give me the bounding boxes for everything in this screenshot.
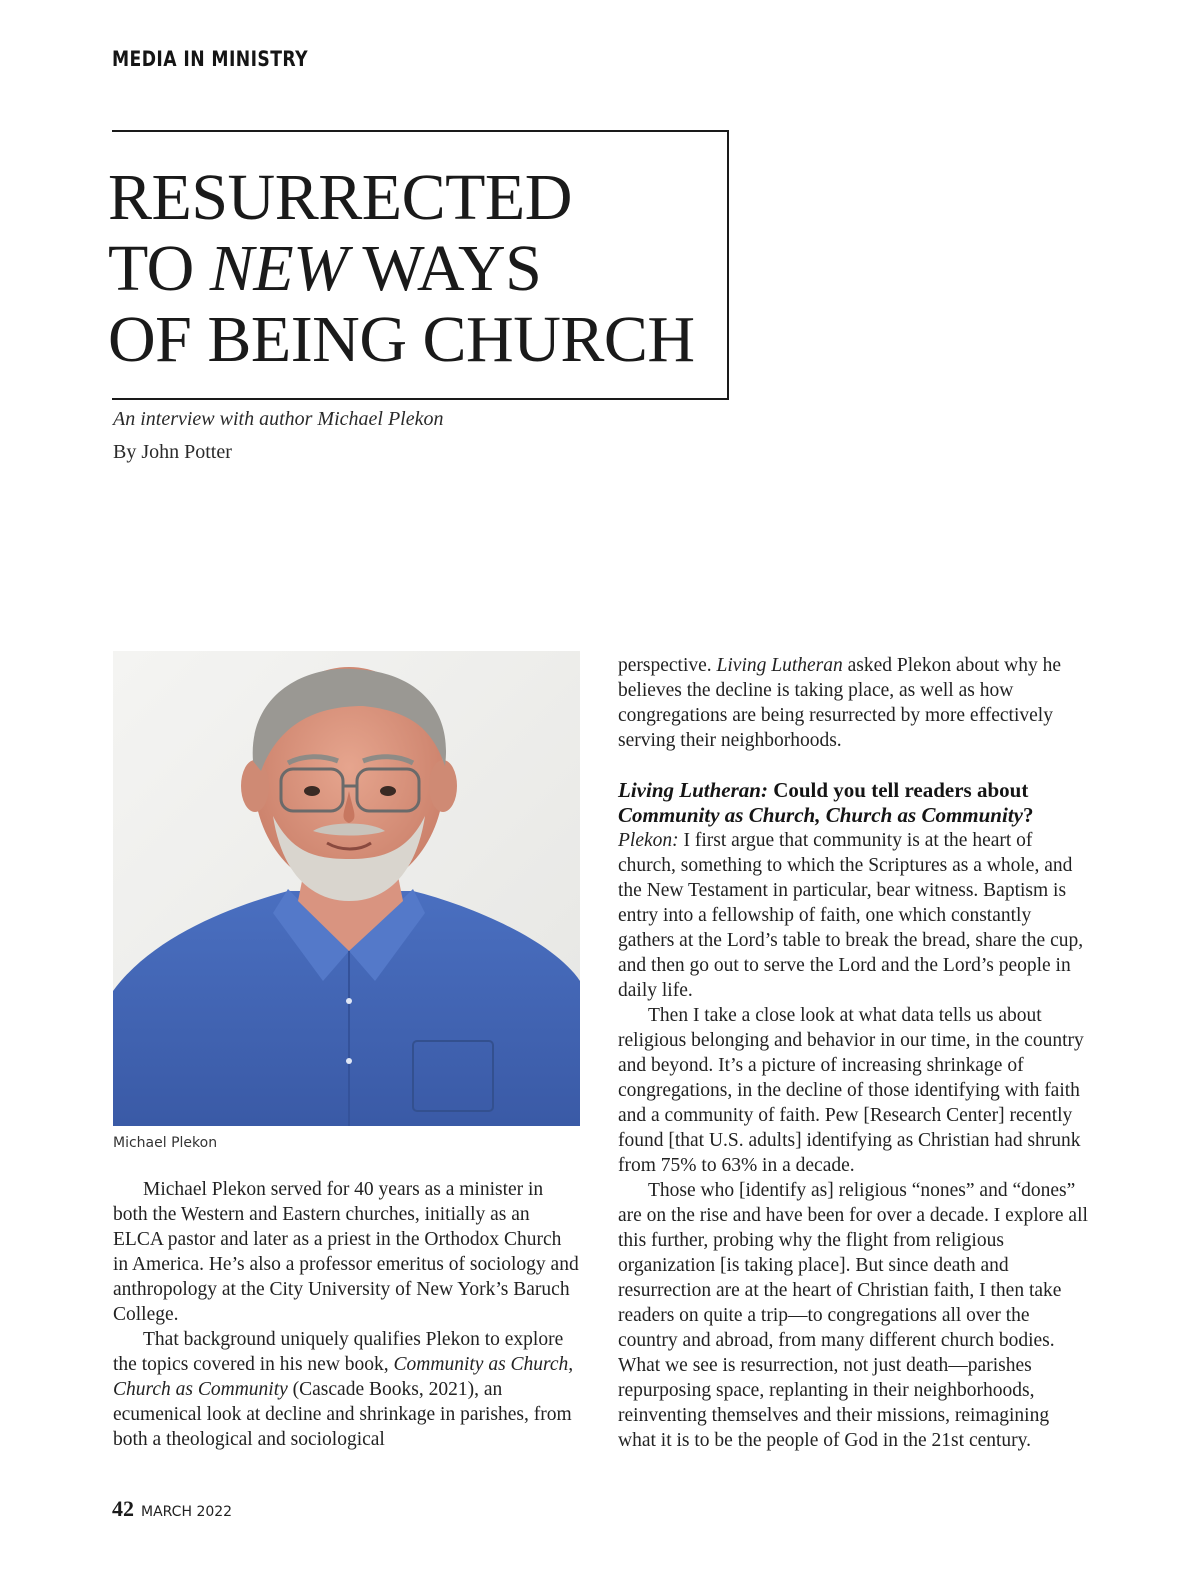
answer-paragraph: Plekon: I first argue that community is at the heart of church, something to which the Scriptures as a whole, and the New Testament in particular, bear witness. Baptism is entry into a fellowship of faith, one which constantly gathers at the Lord’s table to break the bread, share the cup, and then go out to serve the Lord and the Lord’s people in daily life.: [618, 830, 1084, 1001]
publication-name: Living Lutheran: [716, 655, 843, 676]
photo-caption: Michael Plekon: [113, 1135, 218, 1151]
paragraph: Michael Plekon served for 40 years as a minister in both the Western and Eastern churches, initially as an ELCA pastor and later as a priest in the Orthodox Church in America. He’s also a professor emeritus of sociology and anthropology at the City University of New York’s Baruch College.: [113, 1179, 579, 1325]
answer-paragraph: Those who [identify as] religious “nones” and “dones” are on the rise and have been for over a decade. I explore all this further, probing why the flight from religious organization [is taking place]. But since death and resurrection are at the heart of Christian faith, I then take readers on quite a trip—to congregations all over the country and abroad, from many different church bodies. What we see is resurrection, not just death—parishes repurposing space, replanting in their neighborhoods, reinventing themselves and their missions, reimagining what it is to be the people of God in the 21st century.: [618, 1180, 1088, 1451]
dek: An interview with author Michael Plekon: [113, 408, 444, 430]
section-label: MEDIA IN MINISTRY: [112, 47, 309, 71]
page-number: 42: [112, 1496, 134, 1521]
headline-line-2: TO NEW WAYS: [108, 232, 542, 305]
answer-paragraph: Then I take a close look at what data tells us about religious belonging and behavior in our time, in the country and beyond. It’s a picture of increasing shrinkage of congregations, in the decline of those identifying with faith and a community of faith. Pew [Research Center] recently found [that U.S. adults] identifying as Christian had shrunk from 75% to 63% in a decade.: [618, 1005, 1084, 1176]
headline-line-1: RESURRECTED: [108, 161, 572, 234]
headline: [108, 162, 695, 375]
article-column-left: [113, 1177, 581, 1452]
speaker-label: Plekon:: [618, 830, 679, 851]
paragraph: That background uniquely qualifies Plekon to explore the topics covered in his new book, Community as Church, Church as Community (Cascade Books, 2021), an ecumenical look at decline and shrinkage in parishes, from both a theological and sociological: [113, 1329, 574, 1450]
page-footer: [112, 1496, 232, 1522]
paragraph: perspective. Living Lutheran asked Plekon about why he believes the decline is taking place, as well as how congregations are being resurrected by more effectively serving their neighborhoods.: [618, 655, 1062, 751]
byline: By John Potter: [113, 441, 232, 463]
headline-emphasis: NEW: [209, 232, 348, 305]
headline-line-3: OF BEING CHURCH: [108, 303, 695, 376]
article-column-right: [618, 653, 1088, 1453]
book-title: Community as Church, Church as Community: [113, 1354, 574, 1400]
issue-date: MARCH 2022: [141, 1504, 233, 1520]
author-photo: [113, 651, 580, 1126]
interview-question: Living Lutheran: Could you tell readers about Community as Church, Church as Community?: [618, 778, 1034, 827]
